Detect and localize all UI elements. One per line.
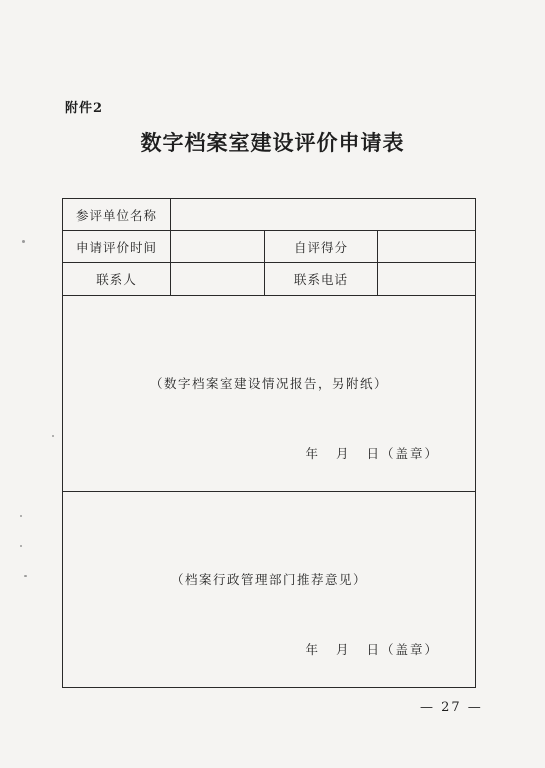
label-contact-phone: 联系电话 [265, 263, 378, 295]
form-title: 数字档案室建设评价申请表 [140, 130, 405, 155]
scan-speck [24, 575, 27, 577]
section-recommendation[interactable] [63, 492, 475, 688]
date-day-seal-label: 日（盖章） [366, 446, 439, 461]
date-year-label: 年 [305, 446, 320, 461]
value-participating-unit[interactable] [171, 199, 477, 230]
value-application-time[interactable] [171, 231, 265, 262]
construction-report-date-seal [295, 444, 439, 462]
attachment-label: 附件2 [65, 101, 104, 116]
label-participating-unit: 参评单位名称 [63, 199, 171, 230]
label-application-time: 申请评价时间 [63, 231, 171, 262]
section-construction-report[interactable] [63, 296, 475, 492]
scan-speck [52, 435, 54, 437]
application-form-table [62, 198, 476, 688]
row-contact [63, 263, 475, 296]
value-self-score[interactable] [378, 231, 477, 262]
scan-speck [20, 545, 22, 547]
date-year-label: 年 [305, 642, 320, 657]
construction-report-note: （数字档案室建设情况报告，另附纸） [149, 376, 388, 391]
scan-speck [20, 515, 22, 517]
page-number: — 27 — [420, 700, 483, 715]
label-contact-person: 联系人 [63, 263, 171, 295]
row-participating-unit [63, 199, 475, 231]
scan-speck [22, 240, 25, 243]
recommendation-date-seal [295, 640, 439, 658]
label-self-score: 自评得分 [265, 231, 378, 262]
value-contact-person[interactable] [171, 263, 265, 295]
value-contact-phone[interactable] [378, 263, 477, 295]
date-day-seal-label: 日（盖章） [366, 642, 439, 657]
date-month-label: 月 [335, 642, 351, 657]
date-month-label: 月 [335, 446, 351, 461]
row-application-time [63, 231, 475, 263]
recommendation-note: （档案行政管理部门推荐意见） [170, 572, 367, 587]
